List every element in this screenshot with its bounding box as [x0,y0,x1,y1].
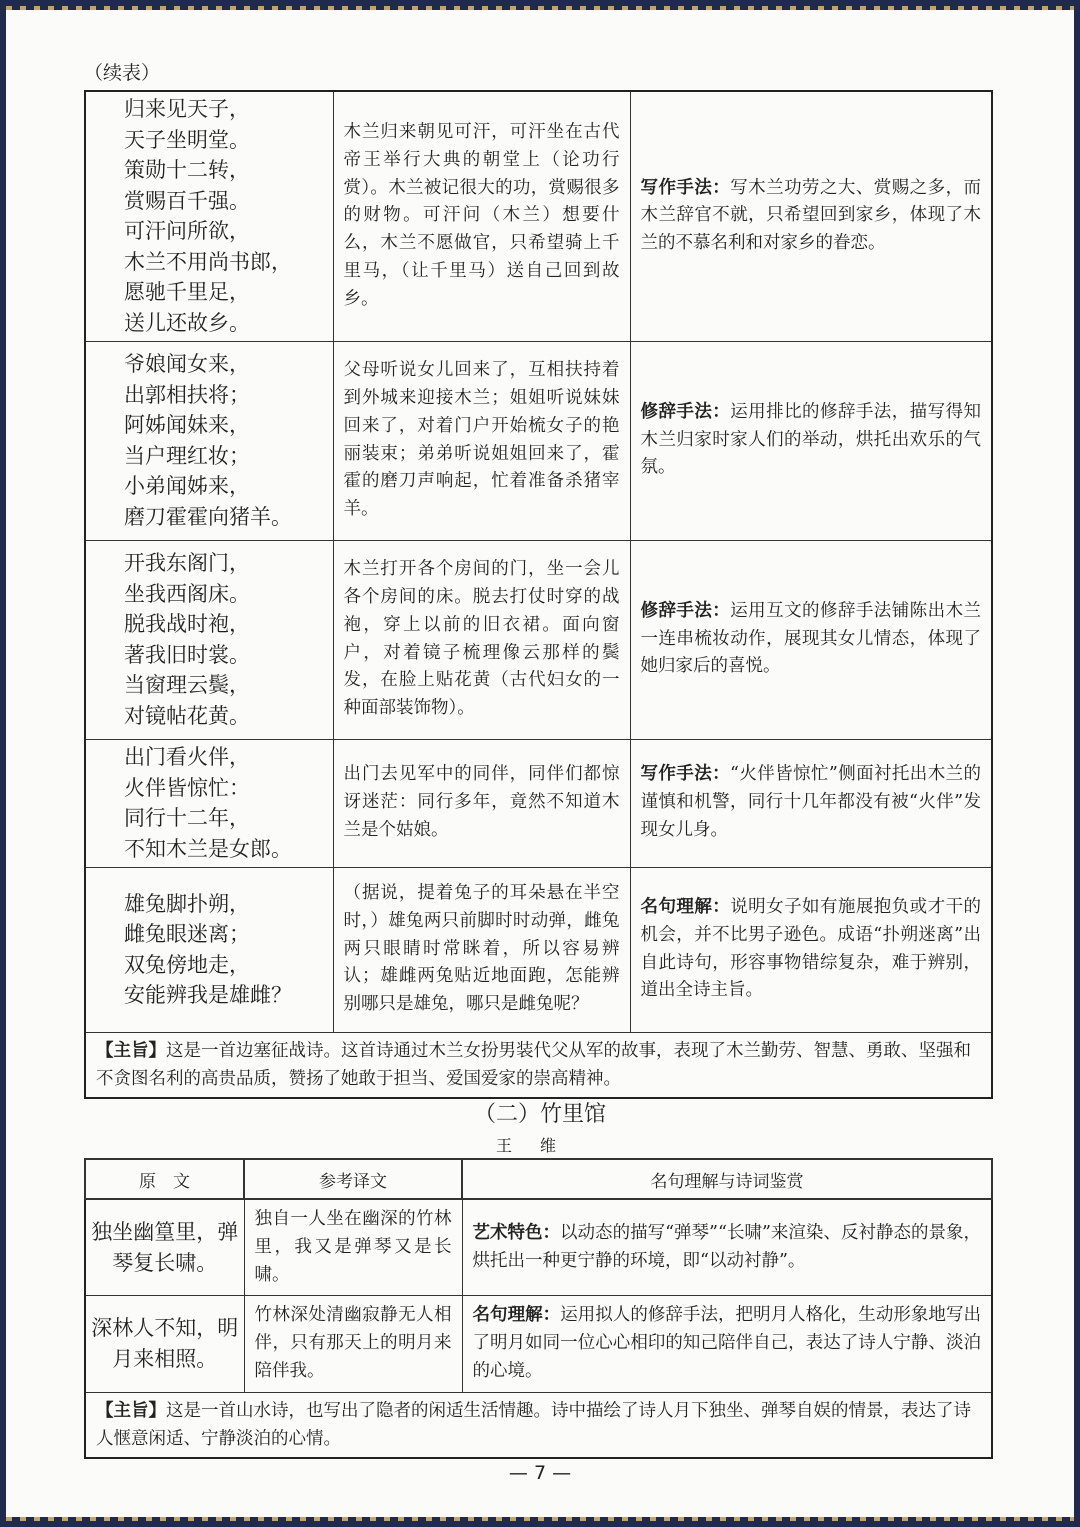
original-text-cell [85,867,333,1032]
poem-line: 当户理红妆； [124,443,250,468]
poem-line: 安能辨我是雄雌？ [124,983,292,1007]
table-row [85,867,992,1032]
original-text-cell [85,540,333,739]
theme-label: 【主旨】 [96,1400,166,1421]
note-label: 修辞手法： [640,401,731,422]
translation-cell: 木兰打开各个房间的门，坐一会儿各个房间的床。脱去打仗时穿的战袍，穿上以前的旧衣裙。面向窗户，对着镜子梳理像云那样的鬓发，在脸上贴花黄（古代妇女的一种面部装饰物）。 [333,540,630,739]
header-original: 原 文 [85,1159,244,1199]
appreciation-cell [630,91,992,341]
page-number: — 7 — [508,1462,572,1484]
note-label: 写作手法： [640,764,730,785]
poem-line: 不知木兰是女郎。 [124,836,292,861]
appreciation-cell [630,739,992,867]
poem-line: 对镜帖花黄。 [124,703,250,728]
poem-line: 出门看火伴， [124,745,250,769]
table-row [85,540,992,739]
poem-line: 著我旧时裳。 [124,642,250,667]
section-title: （二）竹里馆 [473,1102,606,1127]
note-text: 运用排比的修辞手法，描写得知木兰归家时家人们的举动，烘托出欢乐的气氛。 [640,401,982,478]
poem-line: 可汗问所欲， [124,219,250,244]
poem-line: 脱我战时袍， [124,612,250,636]
zhuliguan-table [84,1158,993,1459]
theme-row-1 [85,1032,992,1098]
original-text-cell [85,91,333,341]
poem-line: 当窗理云鬓， [124,673,250,697]
translation-cell: 竹林深处清幽寂静无人相伴，只有那天上的明月来陪伴我。 [244,1296,462,1392]
poem-line: 愿驰千里足， [124,280,250,305]
note-label: 名句理解： [640,896,731,917]
theme-text: 这是一首边塞征战诗。这首诗通过木兰女扮男装代父从军的故事，表现了木兰勤劳、智慧、勇敢、坚强和不贪图名利的高贵品质，赞扬了她敢于担当、爱国爱家的崇高精神。 [96,1040,971,1089]
appreciation-cell [630,867,992,1032]
poem-line: 爷娘闻女来， [124,352,250,376]
author: 王维 [495,1136,584,1155]
translation-cell: 父母听说女儿回来了，互相扶持着到外城来迎接木兰；姐姐听说妹妹回来了，对着门户开始梳女子的艳丽装束；弟弟听说姐姐回来了，霍霍的磨刀声响起，忙着准备杀猪宰羊。 [333,341,630,540]
poem-line: 深林人不知， [91,1316,218,1341]
header-translation: 参考译文 [244,1159,462,1199]
table-row [85,91,992,341]
table-row [85,739,992,867]
continued-label: （续表） [84,62,161,84]
note-text: 运用互文的修辞手法铺陈出木兰一连串梳妆动作，展现其女儿情态，体现了她归家后的喜悦。 [640,600,982,677]
poem-line: 天子坐明堂。 [124,127,250,152]
poem-line: 出郭相扶将； [124,382,250,407]
note-text: 运用拟人的修辞手法，把明月人格化，生动形象地写出了明月如同一位心心相印的知己陪伴自己，表达了诗人宁静、淡泊的心境。 [472,1305,982,1381]
poem-line: 磨刀霍霍向猪羊。 [124,504,292,529]
translation-cell: （据说，提着兔子的耳朵悬在半空时，）雄兔两只前脚时时动弹，雌兔两只眼睛时常眯着，所以容易辨认；雄雌两兔贴近地面跑，怎能辨别哪只是雄兔，哪只是雌兔呢？ [333,867,630,1032]
poem-line: 明月来相照。 [112,1316,239,1372]
appreciation-cell [462,1199,992,1296]
mulan-table [84,90,993,1099]
appreciation-cell [630,540,992,739]
poem-line: 小弟闻姊来， [124,474,250,498]
translation-cell: 独自一人坐在幽深的竹林里，我又是弹琴又是长啸。 [244,1199,462,1296]
note-text: 说明女子如有施展抱负或才干的机会，并不比男子逊色。成语“扑朔迷离”出自此诗句，形容事物错综复杂，难于辨别，道出全诗主旨。 [640,896,982,1001]
table-row [85,1296,992,1392]
poem-line: 阿姊闻妹来， [124,413,250,437]
note-label: 修辞手法： [640,600,731,621]
note-label: 名句理解： [472,1305,561,1326]
poem-line: 火伴皆惊忙： [124,775,250,800]
poem-line: 策勋十二转， [124,158,250,183]
poem-line: 开我东阁门， [124,551,250,575]
theme-label: 【主旨】 [96,1040,166,1061]
poem-line: 独坐幽篁里， [91,1219,218,1244]
original-text-cell [85,1199,244,1296]
original-text-cell [85,739,333,867]
note-text: 写木兰功劳之大、赏赐之多，而木兰辞官不就，只希望回到家乡，体现了木兰的不慕名利和对家乡的眷恋。 [640,177,982,254]
note-text: 以动态的描写“弹琴”“长啸”来渲染、反衬静态的景象，烘托出一种更宁静的环境，即“以动衬静”。 [472,1222,981,1271]
theme-row-2 [85,1392,992,1458]
original-text-cell [85,1296,244,1392]
table-row [85,1199,992,1296]
original-text-cell [85,341,333,540]
translation-cell: 木兰归来朝见可汗，可汗坐在古代帝王举行大典的朝堂上（论功行赏）。木兰被记很大的功，赏赐很多的财物。可汗问（木兰）想要什么，木兰不愿做官，只希望骑上千里马，（让千里马）送自己回到故乡。 [333,91,630,341]
poem-line: 同行十二年， [124,806,250,830]
poem-line: 雌兔眼迷离； [124,922,250,946]
note-label: 艺术特色： [472,1222,561,1243]
poem-line: 坐我西阁床。 [124,581,250,606]
poem-line: 双兔傍地走， [124,952,250,977]
theme-text: 这是一首山水诗，也写出了隐者的闲适生活情趣。诗中描绘了诗人月下独坐、弹琴自娱的情景，表达了诗人惬意闲适、宁静淡泊的心情。 [96,1400,971,1449]
poem-line: 赏赐百千强。 [124,188,250,213]
note-label: 写作手法： [640,177,731,198]
appreciation-cell [630,341,992,540]
table-row [85,341,992,540]
poem-line: 归来见天子， [124,97,250,122]
translation-cell: 出门去见军中的同伴，同伴们都惊讶迷茫：同行多年，竟然不知道木兰是个姑娘。 [333,739,630,867]
note-text: “火伴皆惊忙”侧面衬托出木兰的谨慎和机警，同行十几年都没有被“火伴”发现女儿身。 [640,764,981,840]
poem-line: 木兰不用尚书郎， [124,249,292,274]
appreciation-cell [462,1296,992,1392]
poem-line: 雄兔脚扑朔， [124,891,250,916]
header-appreciation: 名句理解与诗词鉴赏 [462,1159,992,1199]
poem-line: 送儿还故乡。 [124,310,250,335]
poem-line: 弹琴复长啸。 [112,1219,239,1275]
